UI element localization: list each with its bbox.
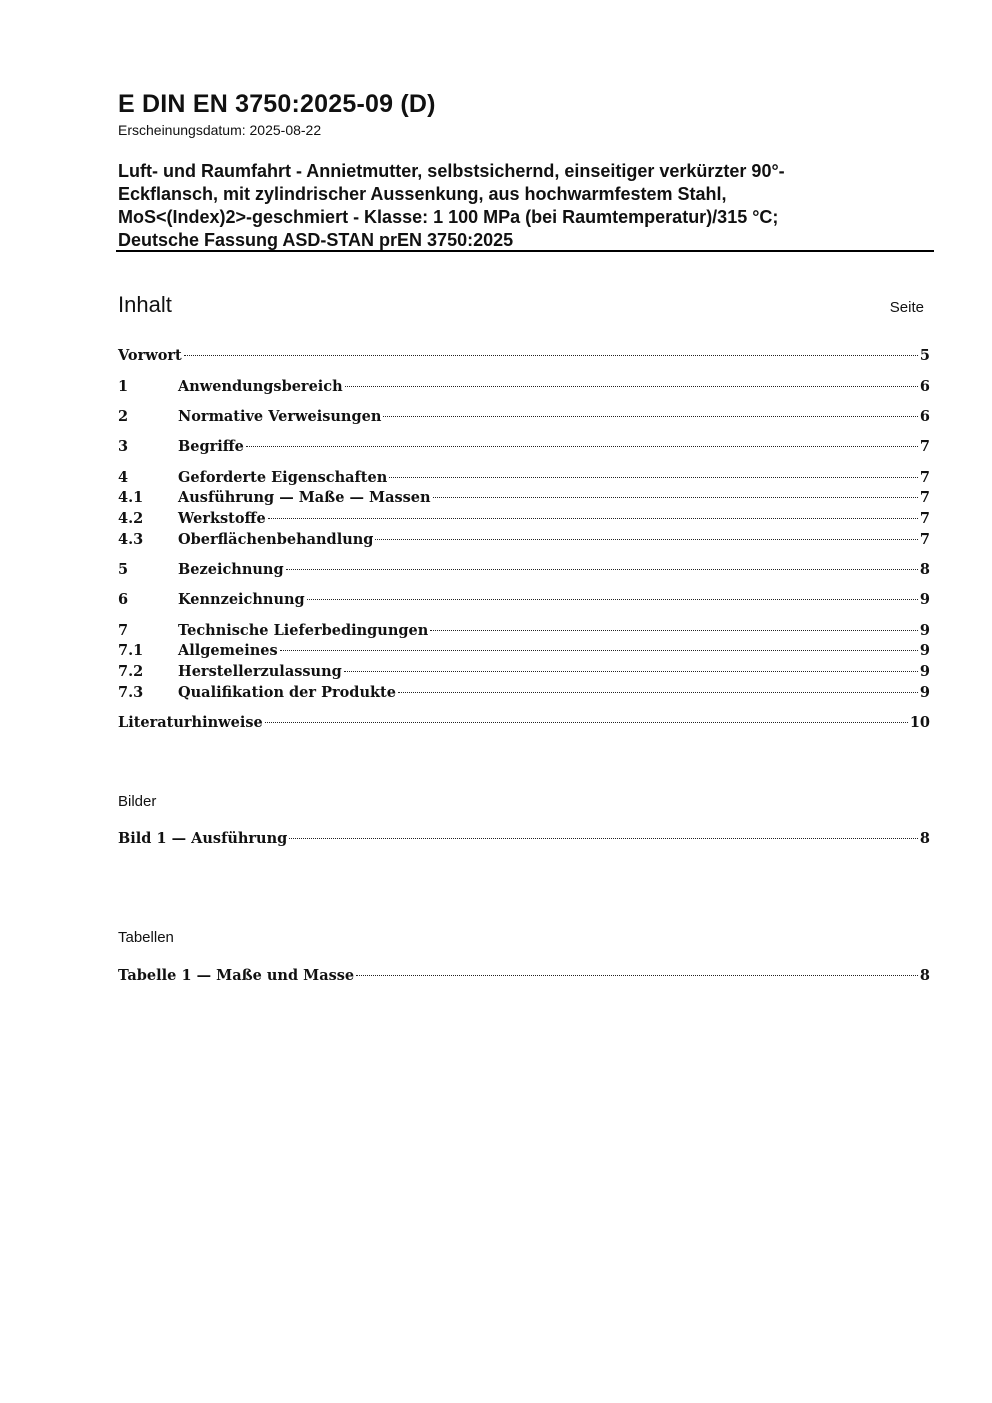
toc-entry-number: 6 <box>118 591 129 608</box>
toc-leader <box>286 569 918 570</box>
publication-date: Erscheinungsdatum: 2025-08-22 <box>118 122 322 138</box>
toc-leader <box>265 722 908 723</box>
toc-entry-page: 7 <box>919 489 930 506</box>
toc-entry-label: Allgemeines <box>178 642 278 659</box>
toc-leader <box>246 446 918 447</box>
toc-entry-number: 4 <box>118 469 129 486</box>
toc-entry-3[interactable] <box>118 438 930 459</box>
toc-entry-literaturhinweise[interactable] <box>118 714 930 735</box>
toc-entry-label: Geforderte Eigenschaften <box>178 469 388 486</box>
toc-entry-label: Bezeichnung <box>178 561 284 578</box>
toc-leader <box>375 539 917 540</box>
toc-entry-label: Technische Lieferbedingungen <box>178 622 429 639</box>
subject-line: Deutsche Fassung ASD-STAN prEN 3750:2025 <box>118 230 514 250</box>
toc-entry-number: 4.2 <box>118 510 144 527</box>
toc-entry-1[interactable] <box>118 378 930 399</box>
toc-entry-4-1[interactable] <box>118 489 930 510</box>
toc-leader <box>389 477 918 478</box>
toc-entry-page: 8 <box>919 561 930 578</box>
toc-entry-label: Qualifikation der Produkte <box>178 684 396 701</box>
toc-leader <box>268 518 918 519</box>
toc-entry-4-2[interactable] <box>118 510 930 531</box>
toc-leader <box>344 671 918 672</box>
figure-entry-label: Bild 1 — Ausführung <box>118 830 288 847</box>
toc-leader <box>383 416 918 417</box>
toc-leader <box>184 355 918 356</box>
toc-entry-page: 9 <box>919 642 930 659</box>
toc-leader <box>433 497 918 498</box>
toc-entry-label: Normative Verweisungen <box>178 408 382 425</box>
toc-entry-7-1[interactable] <box>118 642 930 663</box>
toc-entry-number: 7.2 <box>118 663 144 680</box>
toc-entry-page: 7 <box>919 510 930 527</box>
toc-entry-number: 3 <box>118 438 129 455</box>
toc-entry-page: 9 <box>919 622 930 639</box>
table-entry-label: Tabelle 1 — Maße und Masse <box>118 967 355 984</box>
toc-entry-number: 7.3 <box>118 684 144 701</box>
toc-entry-label: Anwendungsbereich <box>178 378 343 395</box>
toc-entry-label: Werkstoffe <box>178 510 266 527</box>
figure-entry[interactable] <box>118 830 930 851</box>
toc-entry-label: Vorwort <box>118 347 182 364</box>
toc-leader <box>345 386 918 387</box>
subject-line: MoS<(Index)2>-geschmiert - Klasse: 1 100 MPa (bei Raumtemperatur)/315 °C; <box>118 207 779 227</box>
subject-line: Luft- und Raumfahrt - Annietmutter, selbstsichernd, einseitiger verkürzter 90°- <box>118 161 785 181</box>
page-column-label: Seite <box>889 299 924 316</box>
toc-entry-label: Ausführung — Maße — Massen <box>178 489 431 506</box>
toc-entry-page: 5 <box>919 347 930 364</box>
header-divider <box>116 250 934 252</box>
toc-entry-label: Herstellerzulassung <box>178 663 342 680</box>
toc-entry-label: Begriffe <box>178 438 244 455</box>
toc-entry-number: 4.3 <box>118 531 144 548</box>
toc-entry-number: 7 <box>118 622 129 639</box>
toc-leader <box>307 599 918 600</box>
toc-entry-2[interactable] <box>118 408 930 429</box>
toc-entry-number: 2 <box>118 408 129 425</box>
subject-line: Eckflansch, mit zylindrischer Aussenkung, aus hochwarmfestem Stahl, <box>118 184 727 204</box>
toc-entry-page: 9 <box>919 684 930 701</box>
toc-entry-number: 7.1 <box>118 642 144 659</box>
toc-entry-number: 4.1 <box>118 489 144 506</box>
toc-entry-page: 6 <box>919 378 930 395</box>
toc-entry-6[interactable] <box>118 591 930 612</box>
toc-leader <box>398 692 918 693</box>
toc-entry-page: 10 <box>909 714 930 731</box>
toc-entry-page: 7 <box>919 438 930 455</box>
toc-entry-label: Kennzeichnung <box>178 591 305 608</box>
toc-leader <box>280 650 918 651</box>
toc-entry-7-2[interactable] <box>118 663 930 684</box>
toc-entry-4[interactable] <box>118 469 930 490</box>
table-entry-page: 8 <box>919 967 930 984</box>
figures-heading: Bilder <box>118 793 157 810</box>
toc-entry-number: 5 <box>118 561 129 578</box>
figure-entry-page: 8 <box>919 830 930 847</box>
toc-entry-number: 1 <box>118 378 129 395</box>
document-title: E DIN EN 3750:2025-09 (D) <box>118 90 436 118</box>
table-entry[interactable] <box>118 967 930 988</box>
toc-entry-4-3[interactable] <box>118 531 930 552</box>
document-subject <box>118 160 918 252</box>
toc-leader <box>356 975 918 976</box>
toc-entry-page: 6 <box>919 408 930 425</box>
toc-leader <box>430 630 918 631</box>
tables-heading: Tabellen <box>118 929 174 946</box>
toc-entry-vorwort[interactable] <box>118 347 930 368</box>
toc-entry-page: 9 <box>919 663 930 680</box>
toc-leader <box>289 838 918 839</box>
toc-heading: Inhalt <box>118 292 172 317</box>
toc-entry-7-3[interactable] <box>118 684 930 705</box>
toc-entry-label: Oberflächenbehandlung <box>178 531 374 548</box>
toc-entry-page: 7 <box>919 531 930 548</box>
toc-entry-page: 7 <box>919 469 930 486</box>
toc-entry-5[interactable] <box>118 561 930 582</box>
toc-entry-label: Literaturhinweise <box>118 714 263 731</box>
toc-entry-page: 9 <box>919 591 930 608</box>
toc-entry-7[interactable] <box>118 622 930 643</box>
